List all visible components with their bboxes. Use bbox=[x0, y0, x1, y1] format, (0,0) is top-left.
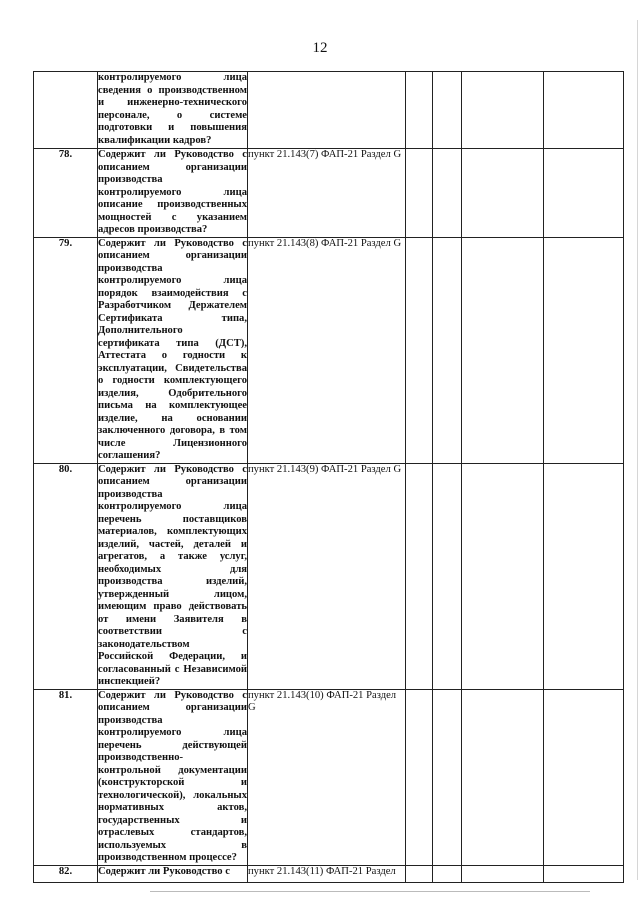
question-line: контролируемого лица bbox=[98, 727, 247, 738]
question-cell bbox=[98, 72, 248, 149]
question-line: о годности комплектующего bbox=[98, 375, 247, 386]
question-line: агрегатов, а также услуг, bbox=[98, 551, 247, 562]
empty-cell bbox=[462, 72, 544, 149]
question-line: Содержит ли Руководство с bbox=[98, 689, 247, 701]
empty-cell bbox=[544, 689, 624, 865]
question-line: производственно- bbox=[98, 752, 184, 763]
question-line: от имени Заявителя в bbox=[98, 613, 247, 625]
question-line: и инженерно-технического bbox=[98, 97, 247, 108]
empty-cell bbox=[462, 865, 544, 882]
item-number: 79. bbox=[34, 237, 98, 463]
reference-cell: пункт 21.143(9) ФАП-21 Раздел G bbox=[248, 463, 406, 689]
empty-cell bbox=[544, 149, 624, 238]
question-line: Содержит ли Руководство с bbox=[98, 149, 247, 160]
question-line: производства bbox=[98, 714, 163, 726]
scan-artifact-line bbox=[150, 891, 590, 892]
empty-cell bbox=[433, 72, 462, 149]
question-line: перечень действующей bbox=[98, 739, 247, 751]
question-line: производства изделий, bbox=[98, 576, 247, 587]
empty-cell bbox=[406, 72, 433, 149]
question-line: согласованный с Независимой bbox=[98, 663, 247, 675]
empty-cell bbox=[406, 237, 433, 463]
question-line: Сертификата типа, bbox=[98, 312, 247, 324]
question-line: Дополнительного bbox=[98, 325, 183, 336]
question-line: перечень поставщиков bbox=[98, 513, 247, 525]
reference-cell: пункт 21.143(7) ФАП-21 Раздел G bbox=[248, 149, 406, 238]
question-line: утвержденный лицом, bbox=[98, 588, 247, 600]
question-cell bbox=[98, 463, 248, 689]
table-row bbox=[34, 865, 624, 882]
empty-cell bbox=[462, 689, 544, 865]
question-line: мощностей с указанием bbox=[98, 211, 247, 223]
question-line: нормативных актов, bbox=[98, 802, 247, 813]
question-line: сертификата типа (ДСТ), bbox=[98, 337, 247, 349]
question-line: контролируемого лица bbox=[98, 501, 247, 512]
question-line: технологической), локальных bbox=[98, 789, 247, 801]
question-line: Содержит ли Руководство с bbox=[98, 463, 247, 475]
item-number: 80. bbox=[34, 463, 98, 689]
question-cell bbox=[98, 689, 248, 865]
empty-cell bbox=[462, 463, 544, 689]
question-line: соответствии с bbox=[98, 626, 247, 637]
empty-cell bbox=[433, 463, 462, 689]
question-line: эксплуатации, Свидетельства bbox=[98, 362, 247, 374]
question-line: порядок взаимодействия с bbox=[98, 287, 247, 299]
question-line: Содержит ли Руководство с bbox=[98, 237, 247, 249]
empty-cell bbox=[433, 865, 462, 882]
empty-cell bbox=[406, 149, 433, 238]
question-line: Содержит ли Руководство с bbox=[98, 865, 230, 877]
empty-cell bbox=[462, 149, 544, 238]
question-line: числе Лицензионного bbox=[98, 437, 247, 449]
question-line: письма на комплектующее bbox=[98, 400, 247, 411]
question-line: государственных и bbox=[98, 814, 247, 826]
question-line: производства bbox=[98, 174, 163, 185]
question-line: контролируемого лица bbox=[98, 186, 247, 198]
question-line: контролируемого лица bbox=[98, 72, 247, 83]
reference-cell: пункт 21.143(10) ФАП-21 Раздел G bbox=[248, 689, 406, 865]
empty-cell bbox=[462, 237, 544, 463]
question-line: необходимых для bbox=[98, 563, 247, 575]
question-line: отраслевых стандартов, bbox=[98, 827, 247, 838]
question-line: производственном процессе? bbox=[98, 852, 237, 863]
question-line: контрольной документации bbox=[98, 764, 247, 776]
question-line: Разработчиком Держателем bbox=[98, 300, 247, 311]
empty-cell bbox=[406, 689, 433, 865]
reference-cell bbox=[248, 72, 406, 149]
item-number: 82. bbox=[34, 865, 98, 882]
question-line: законодательством bbox=[98, 638, 190, 650]
question-line: описанием организации bbox=[98, 476, 247, 487]
question-line: имеющим право действовать bbox=[98, 601, 247, 612]
question-line: описание производственных bbox=[98, 199, 247, 210]
question-line: подготовки и повышения bbox=[98, 122, 247, 133]
question-line: производства bbox=[98, 488, 163, 500]
question-line: производства bbox=[98, 262, 163, 274]
question-line: персонале, о системе bbox=[98, 109, 247, 121]
table-row bbox=[34, 463, 624, 689]
question-line: описанием организации bbox=[98, 702, 247, 713]
question-line: описанием организации bbox=[98, 250, 247, 261]
question-line: материалов, комплектующих bbox=[98, 526, 247, 537]
checklist-table bbox=[33, 71, 624, 883]
question-line: изделие, на основании bbox=[98, 412, 247, 424]
reference-cell: пункт 21.143(8) ФАП-21 Раздел G bbox=[248, 237, 406, 463]
question-line: адресов производства? bbox=[98, 224, 208, 235]
question-line: описанием организации bbox=[98, 161, 247, 173]
empty-cell bbox=[544, 463, 624, 689]
empty-cell bbox=[544, 72, 624, 149]
question-line: сведения о производственном bbox=[98, 84, 247, 96]
question-cell bbox=[98, 149, 248, 238]
empty-cell bbox=[433, 149, 462, 238]
question-cell bbox=[98, 237, 248, 463]
item-number: 78. bbox=[34, 149, 98, 238]
question-line: изделий, частей, деталей и bbox=[98, 538, 247, 550]
empty-cell bbox=[406, 865, 433, 882]
question-line: квалификации кадров? bbox=[98, 134, 212, 146]
question-line: инспекцией? bbox=[98, 676, 161, 687]
page-edge-line bbox=[637, 20, 638, 880]
item-number: 81. bbox=[34, 689, 98, 865]
empty-cell bbox=[544, 237, 624, 463]
empty-cell bbox=[406, 463, 433, 689]
empty-cell bbox=[433, 689, 462, 865]
reference-cell: пункт 21.143(11) ФАП-21 Раздел bbox=[248, 865, 406, 882]
item-number bbox=[34, 72, 98, 149]
question-line: контролируемого лица bbox=[98, 275, 247, 286]
question-line: Аттестата о годности к bbox=[98, 350, 247, 361]
question-cell bbox=[98, 865, 248, 882]
question-line: соглашения? bbox=[98, 450, 161, 461]
question-line: изделия, Одобрительного bbox=[98, 387, 247, 399]
page-number: 12 bbox=[312, 40, 328, 56]
table-row bbox=[34, 149, 624, 238]
question-line: (конструкторской и bbox=[98, 777, 247, 788]
empty-cell bbox=[433, 237, 462, 463]
table-row bbox=[34, 237, 624, 463]
question-line: заключенного договора, в том bbox=[98, 425, 247, 436]
table-row bbox=[34, 72, 624, 149]
question-line: используемых в bbox=[98, 839, 247, 851]
table-row bbox=[34, 689, 624, 865]
question-line: Российской Федерации, и bbox=[98, 651, 247, 662]
empty-cell bbox=[544, 865, 624, 882]
